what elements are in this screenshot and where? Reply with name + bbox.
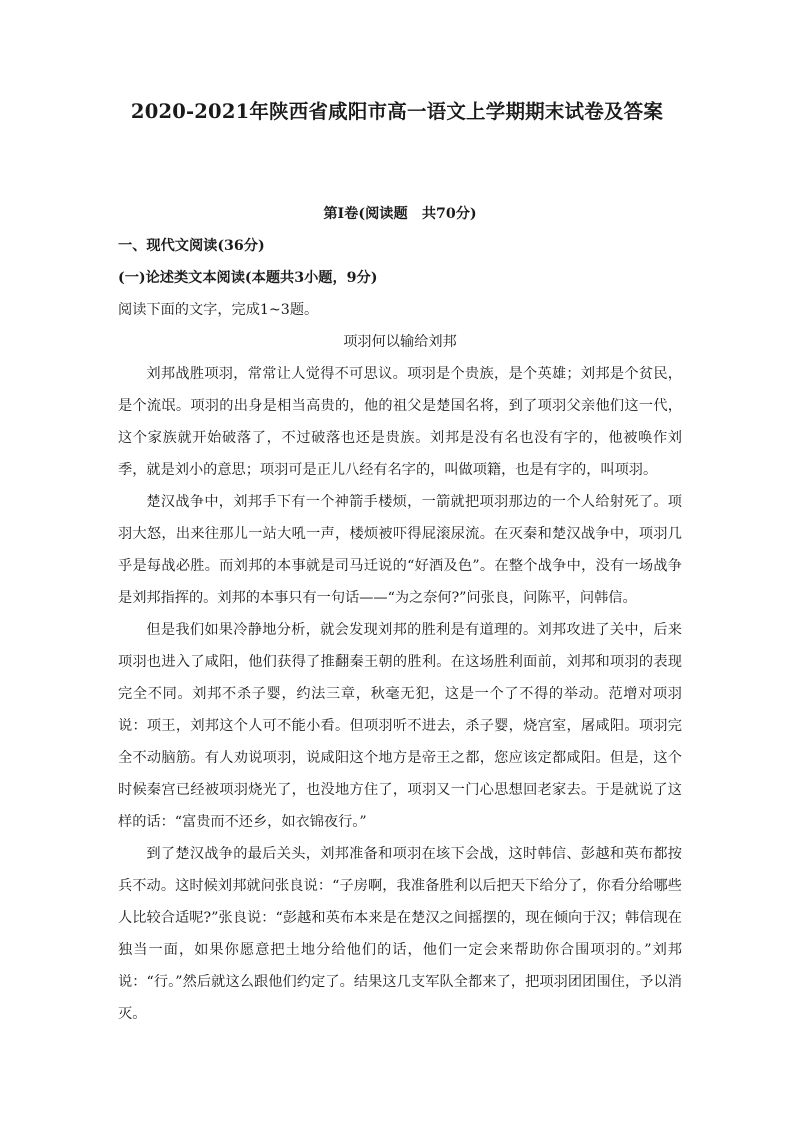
article-title: 项羽何以输给刘邦	[343, 334, 457, 350]
article-paragraph: 楚汉战争中，刘邦手下有一个神箭手楼烦，一箭就把项羽那边的一个人给射死了。项羽大怒，出来往那儿一站大吼一声，楼烦被吓得屁滚尿流。在灭秦和楚汉战争中，项羽几乎是每战必胜。而刘邦的本事就是司马迁说的“好酒及色”。在整个战争中，没有一场战争是刘邦指挥的。刘邦的本事只有一句话——“为之奈何?”问张良，问陈平，问韩信。	[118, 494, 682, 606]
subsection-heading: (一)论述类文本阅读(本题共3小题，9分)	[118, 270, 378, 286]
article-paragraph: 到了楚汉战争的最后关头，刘邦准备和项羽在垓下会战，这时韩信、彭越和英布都按兵不动。这时候刘邦就问张良说：“子房啊，我准备胜利以后把天下给分了，你看分给哪些人比较合适呢?”张良说：“彭越和英布本来是在楚汉之间摇摆的，现在倾向于汉；韩信现在独当一面，如果你愿意把土地分给他们的话，他们一定会来帮助你合围项羽的。”刘邦说：“行。”然后就这么跟他们约定了。结果这几支军队全都来了，把项羽团团围住，予以消灭。	[118, 846, 682, 1022]
part-heading: 第Ⅰ卷(阅读题 共70分)	[323, 206, 477, 222]
article-paragraph: 刘邦战胜项羽，常常让人觉得不可思议。项羽是个贵族，是个英雄；刘邦是个贫民，是个流氓。项羽的出身是相当高贵的，他的祖父是楚国名将，到了项羽父亲他们这一代，这个家族就开始破落了，不过破落也还是贵族。刘邦是没有名也没有字的，他被唤作刘季，就是刘小的意思；项羽可是正儿八经有名字的，叫做项籍，也是有字的，叫项羽。	[118, 366, 682, 478]
reading-instruction: 阅读下面的文字，完成1~3题。	[118, 302, 319, 318]
section-heading: 一、现代文阅读(36分)	[118, 238, 265, 254]
content-area	[118, 198, 682, 1030]
article-paragraph: 但是我们如果冷静地分析，就会发现刘邦的胜利是有道理的。刘邦攻进了关中，后来项羽也进入了咸阳，他们获得了推翻秦王朝的胜利。在这场胜利面前，刘邦和项羽的表现完全不同。刘邦不杀子婴，约法三章，秋毫无犯，这是一个了不得的举动。范增对项羽说：项王，刘邦这个人可不能小看。但项羽听不进去，杀子婴，烧宫室，屠咸阳。项羽完全不动脑筋。有人劝说项羽，说咸阳这个地方是帝王之都，您应该定都咸阳。但是，这个时候秦宫已经被项羽烧光了，也没地方住了，项羽又一门心思想回老家去。于是就说了这样的话：“富贵而不还乡，如衣锦夜行。”	[118, 622, 682, 830]
document-title: 2020-2021年陕西省咸阳市高一语文上学期期末试卷及答案	[130, 100, 664, 123]
